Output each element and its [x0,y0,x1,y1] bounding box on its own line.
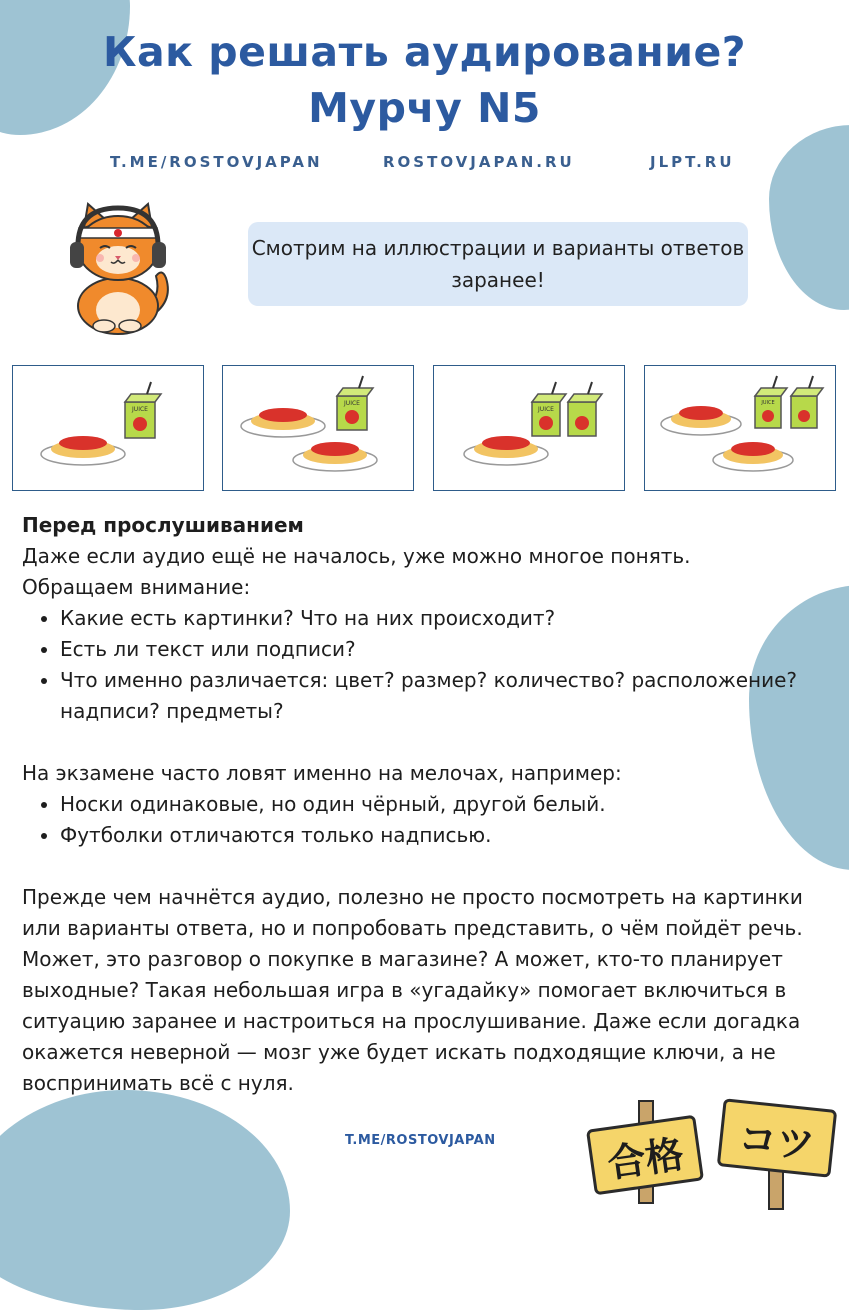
list-item: • Какие есть картинки? Что на них происходит? [60,603,822,634]
spaghetti-plate-icon [464,436,548,465]
list-item: • Футболки отличаются только надписью. [60,820,822,851]
tip-callout-text: Смотрим на иллюстрации и варианты ответов заранее! [251,236,745,292]
attention-list [22,603,822,727]
spaghetti-plate-icon [661,406,741,435]
spaghetti-plate-icon [293,442,377,471]
link-jlpt[interactable]: JLPT.RU [650,153,735,171]
title-line-2: Мурчу N5 [308,84,541,132]
svg-text:JUICE: JUICE [538,406,554,413]
svg-text:JUICE: JUICE [761,400,775,406]
juice-box-icon [532,382,566,436]
picture-options-row [12,365,837,491]
closing-paragraph: Прежде чем начнётся аудио, полезно не просто посмотреть на картинки или варианты ответа, но и попробовать представить, о чём пойдёт речь. Может, это разговор о покупке в магазине? А может, кто-то планирует выходные? Такая небольшая игра в «угадайку» помогает включиться в ситуацию заранее и настроиться на прослушивание. Даже если догадка окажется неверной — мозг уже будет искать подходящие ключи, а не воспринимать всё с нуля. [22,885,803,1095]
list-item: • Носки одинаковые, но один чёрный, другой белый. [60,789,822,820]
spaghetti-plate-icon [241,408,325,437]
spaghetti-plate-icon [41,436,125,465]
list-item: • Что именно различается: цвет? размер? количество? расположение? надписи? предметы? [60,665,822,727]
sign-goukaku-icon: 合格 [590,1100,700,1200]
intro-line-1: Даже если аудио ещё не началось, уже можно многое понять. [22,544,691,568]
juice-box-icon [568,382,602,436]
juice-box-icon [337,376,373,430]
details-list [22,789,822,851]
intro-line-2: Обращаем внимание: [22,575,251,599]
link-site[interactable]: ROSTOVJAPAN.RU [383,153,575,171]
juice-box-icon [791,376,823,428]
spaghetti-plate-icon [713,442,793,471]
picture-option-3[interactable] [433,365,625,491]
svg-text:JUICE: JUICE [132,406,148,413]
page-title [0,24,849,136]
picture-option-1[interactable] [12,365,204,491]
juice-box-icon [125,382,161,438]
details-paragraph: На экзамене часто ловят именно на мелочах, например: [22,761,622,785]
picture-option-2[interactable] [222,365,414,491]
title-line-1: Как решать аудирование? [102,28,747,76]
link-telegram[interactable]: T.ME/ROSTOVJAPAN [110,153,323,171]
juice-box-icon [755,376,787,428]
picture-option-4[interactable] [644,365,836,491]
decor-blob-bottom-left [0,1090,290,1310]
svg-text:JUICE: JUICE [344,400,360,407]
main-content [22,510,822,1099]
links-row [0,153,849,175]
cat-mascot-icon [66,198,176,338]
sign-kotsu-icon: コツ [716,1100,836,1200]
list-item: • Есть ли текст или подписи? [60,634,822,665]
footer-telegram-link[interactable]: T.ME/ROSTOVJAPAN [345,1133,496,1148]
section-heading: Перед прослушиванием [22,513,304,537]
tip-callout [248,222,748,306]
